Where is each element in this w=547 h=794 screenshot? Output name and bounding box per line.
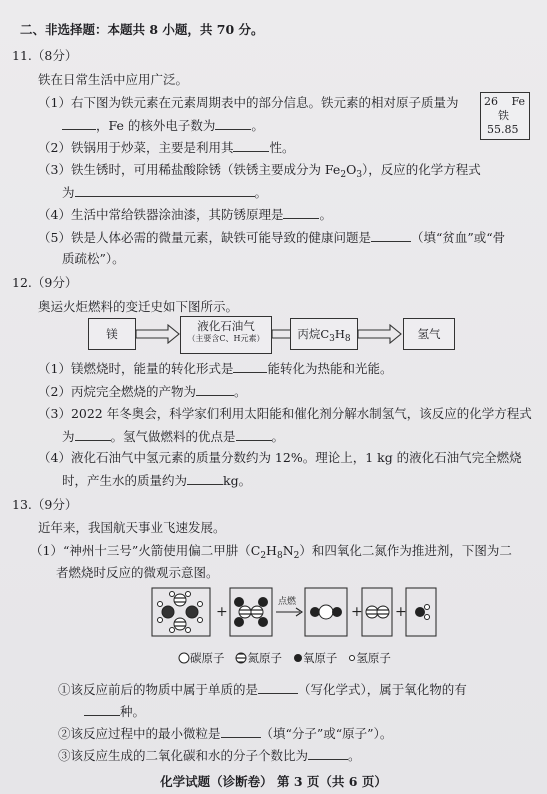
oxygen-atom-icon xyxy=(293,653,303,663)
flow-box-magnesium: 镁 xyxy=(88,318,136,350)
q12-p4-line2: 时，产生水的质量约为 kg。 xyxy=(62,473,252,488)
q11-p3-line2: 为 。 xyxy=(62,185,268,200)
c2h8n2-molecule xyxy=(158,592,203,633)
element-symbol: Fe xyxy=(511,95,525,108)
q12-intro: 奥运火炬燃料的变迁史如下图所示。 xyxy=(38,299,239,314)
arrow-label: 点燃 xyxy=(278,597,297,607)
answer-blank[interactable] xyxy=(258,681,298,694)
periodic-table-cell xyxy=(480,92,530,140)
q11-p5-line2: 质疏松”）。 xyxy=(62,251,125,266)
q12-p4: （4）液化石油气中氢元素的质量分数约为 12%。理论上，1 kg 的液化石油气完全燃烧 xyxy=(38,450,522,465)
q13-p1: （1）“神州十三号”火箭使用偏二甲肼$(C_2H_8N_2)$和四氧化二氮作为推进剂，下图为二 xyxy=(30,543,512,561)
flow-arrow-1 xyxy=(136,324,180,344)
q13-intro: 近年来，我国航天事业飞速发展。 xyxy=(38,520,226,535)
n2o4-molecule xyxy=(234,597,268,627)
flow-box-lpg: 液化石油气 （主要含C、H元素） xyxy=(180,316,272,354)
flow-arrow-3 xyxy=(358,324,402,344)
answer-blank[interactable] xyxy=(236,428,272,441)
answer-blank[interactable] xyxy=(215,117,251,130)
q13-s1: ①该反应前后的物质中属于单质的是 （写化学式），属于氧化物的有 xyxy=(58,682,467,697)
q13-s1-line2: 种。 xyxy=(84,703,145,720)
answer-blank[interactable] xyxy=(75,428,111,441)
page-footer: 化学试题（诊断卷） 第 3 页（共 6 页） xyxy=(160,774,387,789)
q13-head: 13.（9分） xyxy=(12,497,78,512)
q13-s3: ③该反应生成的二氧化碳和水的分子个数比为 。 xyxy=(58,748,361,763)
answer-blank[interactable] xyxy=(308,747,348,760)
element-name: 铁 xyxy=(498,109,509,122)
answer-blank[interactable] xyxy=(233,139,269,152)
answer-blank[interactable] xyxy=(221,725,261,738)
q11-p5: （5）铁是人体必需的微量元素，缺铁可能导致的健康问题是 （填“贫血”或“骨 xyxy=(38,230,506,245)
q11-intro: 铁在日常生活中应用广泛。 xyxy=(38,72,189,87)
q12-head: 12.（9分） xyxy=(12,275,78,290)
flow-box-propane: 丙烷$C_3H_8$ xyxy=(290,318,358,350)
atomic-mass: 55.85 xyxy=(487,123,519,136)
co2-molecule xyxy=(310,605,342,619)
plus-sign: + xyxy=(351,604,363,620)
q11-p2: （2）铁锅用于炒菜，主要是利用其 性。 xyxy=(38,140,295,155)
carbon-atom-icon xyxy=(178,652,190,664)
nitrogen-atom-icon xyxy=(235,652,247,664)
plus-sign: + xyxy=(216,604,228,620)
plus-sign: + xyxy=(395,604,407,620)
q11-p1a: （1）右下图为铁元素在元素周期表中的部分信息。铁元素的相对原子质量为 xyxy=(38,95,459,110)
q11-head: 11.（8分） xyxy=(12,48,78,63)
q12-p1: （1）镁燃烧时，能量的转化形式是 能转化为热能和光能。 xyxy=(38,361,393,376)
q11-p4: （4）生活中常给铁器涂油漆，其防锈原理是 。 xyxy=(38,207,332,222)
section-title: 二、非选择题：本题共 8 小题，共 70 分。 xyxy=(20,22,264,37)
q11-p1-line2: ，Fe 的核外电子数为 。 xyxy=(62,117,264,134)
q11-p3: （3）铁生锈时，可用稀盐酸除锈（铁锈主要成分为 $Fe_2O_3$），反应的化学方程式 xyxy=(38,162,481,180)
answer-blank[interactable] xyxy=(371,229,411,242)
reaction-diagram xyxy=(150,584,440,644)
answer-blank[interactable] xyxy=(75,184,255,197)
n2-molecule xyxy=(366,606,389,618)
answer-blank[interactable] xyxy=(283,206,319,219)
q12-p2: （2）丙烷完全燃烧的产物为 。 xyxy=(38,384,247,399)
q13-s2: ②该反应过程中的最小微粒是 （填“分子”或“原子”）。 xyxy=(58,726,393,741)
answer-blank[interactable] xyxy=(233,360,267,373)
atomic-number: 26 xyxy=(484,95,498,108)
atom-legend: 碳原子 氮原子 氧原子 氢原子 xyxy=(178,650,391,666)
answer-blank[interactable] xyxy=(196,383,234,396)
q12-p3: （3）2022 年冬奥会，科学家们利用太阳能和催化剂分解水制氢气，该反应的化学方程式 xyxy=(38,406,532,421)
answer-blank[interactable] xyxy=(84,703,120,716)
q12-p3-line2: 为 。氢气做燃料的优点是 。 xyxy=(62,429,285,444)
q13-p1-line2: 者燃烧时反应的微观示意图。 xyxy=(56,565,219,580)
answer-blank[interactable] xyxy=(187,472,223,485)
answer-blank[interactable] xyxy=(62,117,96,130)
h2o-molecule xyxy=(415,605,430,620)
flow-box-hydrogen: 氢气 xyxy=(403,318,455,350)
